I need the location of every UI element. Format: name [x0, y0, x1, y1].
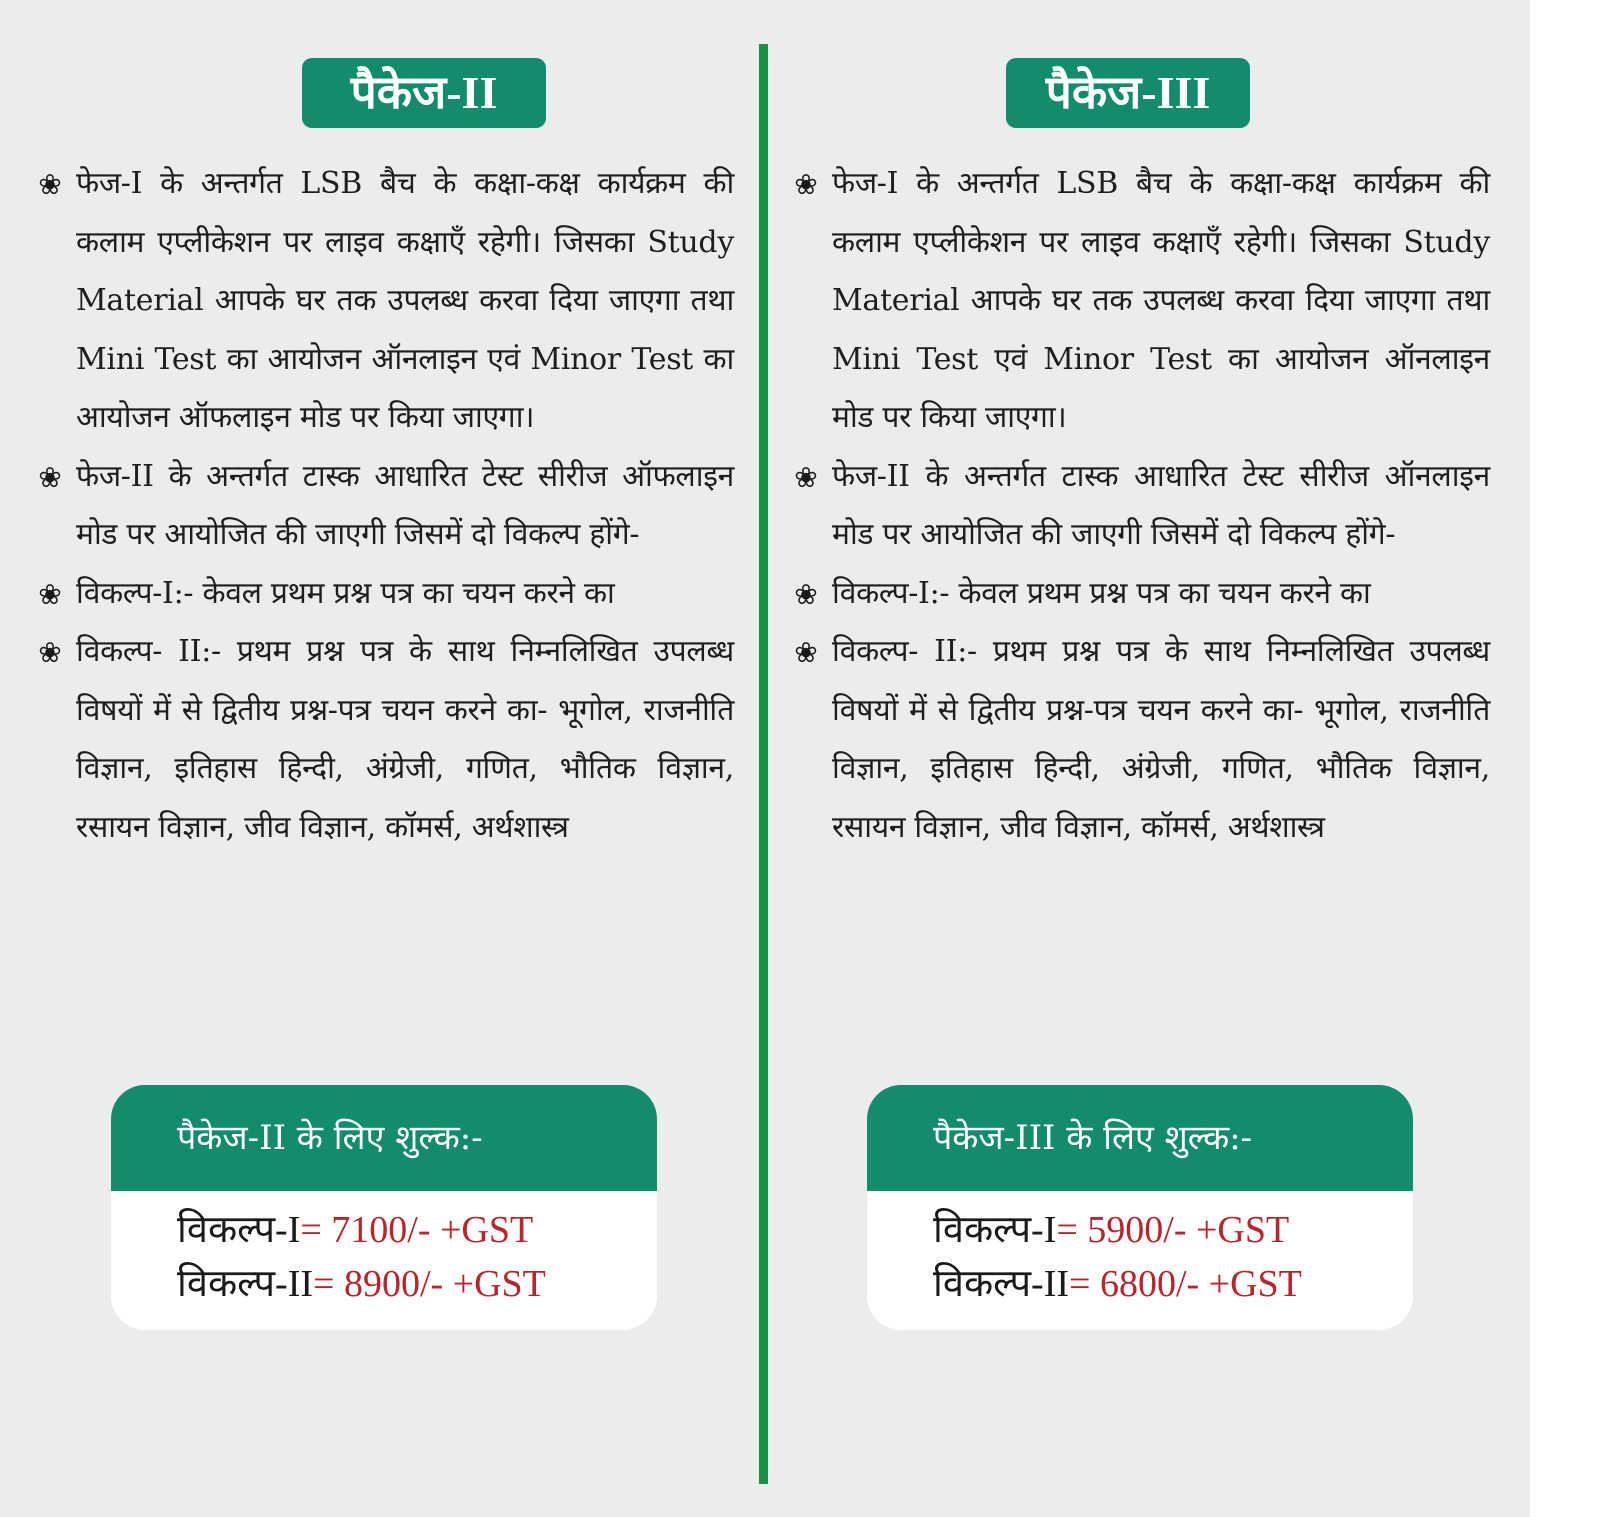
flower-icon: ❀ — [38, 168, 62, 201]
fee-option-label: विकल्प-I — [933, 1209, 1057, 1251]
bullet-text: फेज-I के अन्तर्गत LSB बैच के कक्षा-कक्ष कार्यक्रम की कलाम एप्लीकेशन पर लाइव कक्षाएँ रहेगी। जिसका Study Material आपके घर तक उपलब्ध करवा दिया जाएगा तथा Mini Test एवं Minor Test का आयोजन ऑनलाइन मोड पर किया जाएगा। — [832, 166, 1490, 435]
fee-amount: = 5900/- +GST — [1056, 1209, 1290, 1251]
bullet-text: विकल्प- II:- प्रथम प्रश्न पत्र के साथ निम्नलिखित उपलब्ध विषयों में से द्वितीय प्रश्न-पत्र चयन करने का- भूगोल, राजनीति विज्ञान, इतिहास हिन्दी, अंग्रेजी, गणित, भौतिक विज्ञान, रसायन विज्ञान, जीव विज्ञान, कॉमर्स, अर्थशास्त्र — [76, 634, 734, 845]
list-item — [790, 448, 1490, 565]
fee-header: पैकेज-III के लिए शुल्क:- — [867, 1085, 1413, 1191]
list-item — [34, 565, 734, 624]
fee-row — [177, 1203, 657, 1257]
bullet-text: फेज-II के अन्तर्गत टास्क आधारित टेस्ट सीरीज ऑफलाइन मोड पर आयोजित की जाएगी जिसमें दो विकल्प होंगे- — [76, 458, 734, 552]
fee-rows — [111, 1191, 657, 1311]
flower-icon: ❀ — [794, 168, 818, 201]
flower-icon: ❀ — [38, 460, 62, 494]
fee-option-label: विकल्प-II — [933, 1263, 1070, 1305]
fee-row — [933, 1203, 1413, 1257]
bullet-text: फेज-I के अन्तर्गत LSB बैच के कक्षा-कक्ष कार्यक्रम की कलाम एप्लीकेशन पर लाइव कक्षाएँ रहेगी। जिसका Study Material आपके घर तक उपलब्ध करवा दिया जाएगा तथा Mini Test का आयोजन ऑनलाइन एवं Minor Test का आयोजन ऑफलाइन मोड पर किया जाएगा। — [76, 166, 734, 435]
fee-header: पैकेज-II के लिए शुल्क:- — [111, 1085, 657, 1191]
fee-option-label: विकल्प-II — [177, 1263, 314, 1305]
bullet-text: विकल्प-I:- केवल प्रथम प्रश्न पत्र का चयन करने का — [76, 575, 615, 611]
flower-icon: ❀ — [38, 577, 62, 611]
fee-box — [867, 1085, 1413, 1330]
bullet-list — [790, 155, 1490, 857]
bullet-list — [34, 155, 734, 857]
fee-amount: = 7100/- +GST — [300, 1209, 534, 1251]
flower-icon: ❀ — [38, 636, 62, 669]
fee-row — [177, 1257, 657, 1311]
list-item — [790, 155, 1490, 448]
fee-option-label: विकल्प-I — [177, 1209, 301, 1251]
fee-row — [933, 1257, 1413, 1311]
flower-icon: ❀ — [794, 636, 818, 669]
package-title: पैकेज-III — [1006, 58, 1250, 128]
fee-amount: = 6800/- +GST — [1069, 1263, 1302, 1305]
fee-rows — [867, 1191, 1413, 1311]
list-item — [34, 623, 734, 857]
column-divider — [759, 44, 768, 1484]
bullet-text: विकल्प- II:- प्रथम प्रश्न पत्र के साथ निम्नलिखित उपलब्ध विषयों में से द्वितीय प्रश्न-पत्र चयन करने का- भूगोल, राजनीति विज्ञान, इतिहास हिन्दी, अंग्रेजी, गणित, भौतिक विज्ञान, रसायन विज्ञान, जीव विज्ञान, कॉमर्स, अर्थशास्त्र — [832, 634, 1490, 845]
bullet-text: विकल्प-I:- केवल प्रथम प्रश्न पत्र का चयन करने का — [832, 575, 1371, 611]
fee-amount: = 8900/- +GST — [313, 1263, 546, 1305]
package-title: पैकेज-II — [302, 58, 546, 128]
list-item — [790, 565, 1490, 624]
flower-icon: ❀ — [794, 460, 818, 494]
list-item — [790, 623, 1490, 857]
fee-box — [111, 1085, 657, 1330]
bullet-text: फेज-II के अन्तर्गत टास्क आधारित टेस्ट सीरीज ऑनलाइन मोड पर आयोजित की जाएगी जिसमें दो विकल्प होंगे- — [832, 458, 1490, 552]
flower-icon: ❀ — [794, 577, 818, 611]
list-item — [34, 448, 734, 565]
list-item — [34, 155, 734, 448]
